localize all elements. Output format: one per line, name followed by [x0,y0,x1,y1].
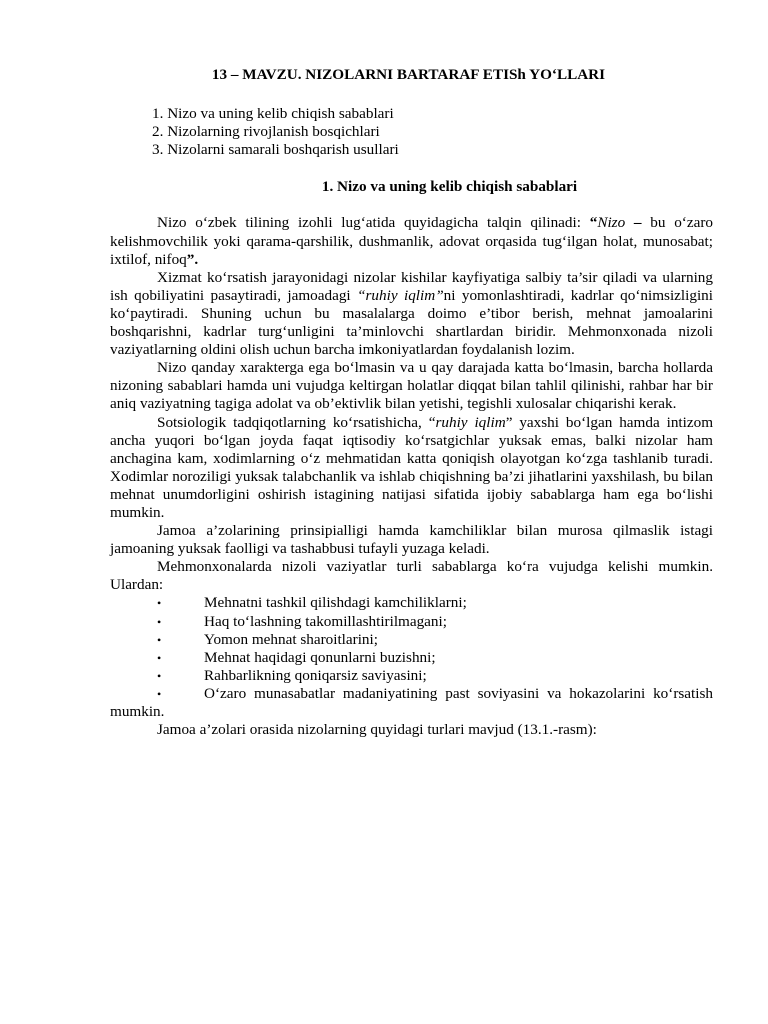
paragraph-service-conflicts [110,269,713,359]
paragraph-text: ni yomonlashtiradi, kadrlar qo‘nimsizligini ko‘paytiradi. Shuning uchun bu masalalarga doimo e’tibor berish, mehnat jamoalarini boshqarishni, kadrlar turg‘unligini ta’minlovchi shartlardan biridir. Mehmonxonada nizoli vaziyatlarning oldini olish uchun barcha imkoniyatlardan foydalanish lozim. [110,286,713,359]
bullet-icon: • [157,650,162,665]
paragraph-text: Sotsiologik tadqiqotlarning ko‘rsatishicha, “ [157,413,436,431]
list-item-text: Yomon mehnat sharoitlarini; [204,630,378,648]
topic-outline [152,105,713,159]
paragraph-text: bu o‘zaro kelishmovchilik yoki qarama-qarshilik, dushmanlik, adovat orqasida tug‘ilgan holat, munosabat; ixtilof, nifoq [110,214,713,268]
causes-list [110,594,713,721]
bullet-icon: • [157,668,162,683]
quote-mark: ”. [186,250,199,268]
outline-item: 1. Nizo va uning kelib chiqish sabablari [152,105,394,123]
paragraph-definition [110,214,713,268]
bullet-icon: • [157,614,162,629]
paragraph-text: Nizo o‘zbek tilining izohli lug‘atida quyidagicha talqin qilinadi: [157,214,590,232]
list-item-text: O‘zaro munasabatlar madaniyatining past soviyasini va hokazolarini ko‘rsatish mumkin. [110,684,713,720]
outline-item: 2. Nizolarning rivojlanish bosqichlari [152,123,380,141]
italic-term: ruhiy iqlim [435,413,506,431]
section-heading: 1. Nizo va uning kelib chiqish sabablari [321,178,578,196]
list-item [110,613,713,631]
list-item [110,685,713,721]
outline-item: 3. Nizolarni samarali boshqarish usullari [152,141,399,159]
paragraph-sociology [110,414,713,523]
bullet-icon: • [157,686,162,701]
quote-mark: “ [589,214,598,232]
list-item [110,594,713,612]
list-item-text: Haq to‘lashning takomillashtirilmagani; [204,612,447,630]
paragraph-causes-intro: Mehmonxonalarda nizoli vaziyatlar turli sabablarga ko‘ra vujudga kelishi mumkin. Ulardan: [110,558,713,594]
list-item [110,667,713,685]
paragraph-text: ” yaxshi bo‘lgan hamda intizom ancha yuqori bo‘lgan joyda faqat iqtisodiy ko‘rsatgichlar yuksak emas, balki nizolar ham anchagina kam, xodimlarning o‘z mehmatidan katta qoniqish olayotgan ko‘zga tashlanib turadi. Xodimlar noroziligi yuksak talabchanlik va ishlab chiqishning ba’zi jihatlarini yaxshilash, bu bilan mehnat unumdorligini oshirish istagining natijasi sifatida ijobiy sabablarga ham ega bo‘lishi mumkin. [110,413,714,521]
defined-term: Nizo [597,214,626,232]
italic-term: “ruhiy iqlim” [357,286,444,304]
page-title: 13 – MAVZU. NIZOLARNI BARTARAF ETISh YO‘LLARI [211,66,606,83]
bullet-icon: • [157,632,162,647]
dash: – [625,214,642,232]
list-item [110,631,713,649]
paragraph-conflict-types: Jamoa a’zolari orasida nizolarning quyidagi turlari mavjud (13.1.-rasm): [157,721,597,739]
list-item [110,649,713,667]
paragraph-text: Xizmat ko‘rsatish jarayonidagi nizolar kishilar kayfiyatiga salbiy ta’sir qiladi va ularning ish qobiliyatini pasaytiradi, jamoadagi [110,268,713,304]
list-item-text: Mehnat haqidagi qonunlarni buzishni; [204,648,436,666]
list-item-text: Rahbarlikning qoniqarsiz saviyasini; [204,666,427,684]
paragraph-analysis: Nizo qanday xarakterga ega bo‘lmasin va u qay darajada katta bo‘lmasin, barcha hollarda nizoning sabablari hamda uni vujudga keltirgan holatlar diqqat bilan tahlil qilinishi, rahbar har bir aniq vaziyatning tagiga adolat va ob’ektivlik bilan yetishi, tegishli xulosalar chiqarishi kerak. [110,359,713,413]
bullet-icon: • [157,596,162,611]
paragraph-principles: Jamoa a’zolarining prinsipialligi hamda kamchiliklar bilan murosa qilmaslik istagi jamoaning yuksak faolligi va tashabbusi tufayli yuzaga keladi. [110,522,713,558]
list-item-text: Mehnatni tashkil qilishdagi kamchiliklarni; [204,594,467,612]
